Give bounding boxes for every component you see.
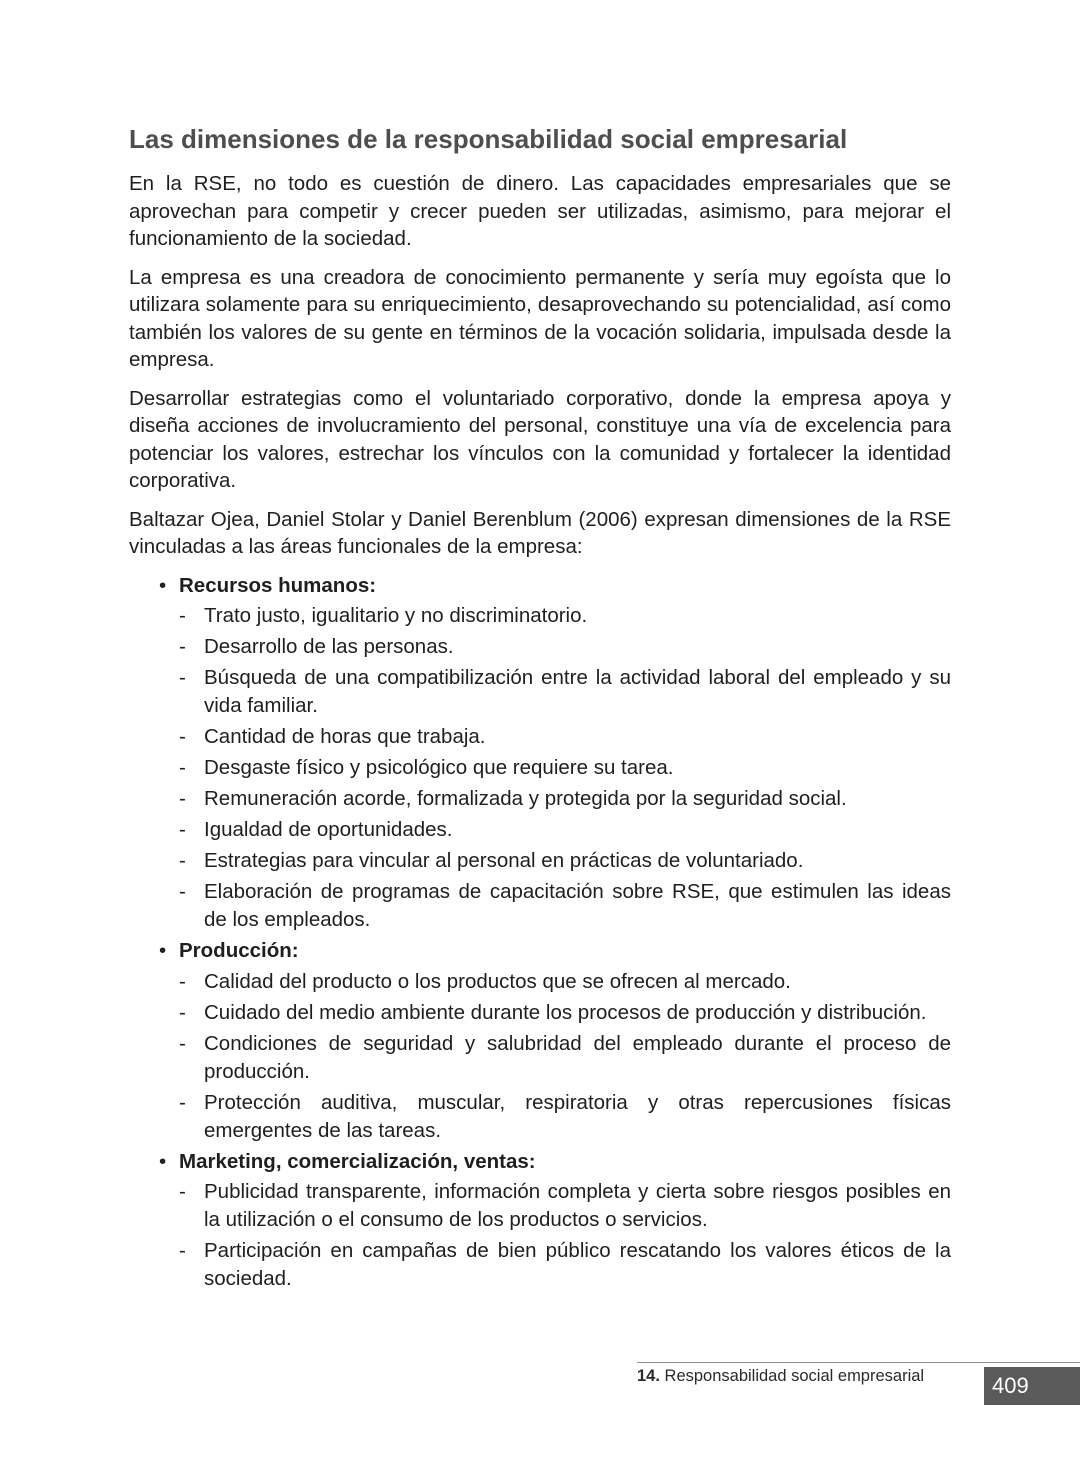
paragraph: La empresa es una creadora de conocimiento permanente y sería muy egoísta que lo utilizara solamente para su enriquecimiento, desaprovechando su potencialidad, así como también los valores de su gente en términos de la vocación solidaria, impulsada desde la empresa. bbox=[129, 265, 951, 371]
list-item: - Búsqueda de una compatibilización entre la actividad laboral del empleado y su vida familiar. bbox=[179, 666, 951, 717]
chapter-title: Responsabilidad social empresarial bbox=[664, 1367, 925, 1385]
list-item: - Igualdad de oportunidades. bbox=[159, 816, 951, 844]
footer-divider bbox=[637, 1362, 1080, 1363]
dash-icon: - bbox=[179, 1180, 186, 1203]
list-item: - Estrategias para vincular al personal en prácticas de voluntariado. bbox=[159, 847, 951, 875]
dash-icon: - bbox=[179, 787, 186, 810]
paragraph: En la RSE, no todo es cuestión de dinero. Las capacidades empresariales que se aprovechan para competir y crecer pueden ser utilizadas, asimismo, para mejorar el funcionamiento de la sociedad. bbox=[129, 172, 951, 250]
dash-icon: - bbox=[179, 849, 186, 872]
dash-icon: - bbox=[179, 725, 186, 748]
list-item: - Cantidad de horas que trabaja. bbox=[159, 723, 951, 751]
dash-icon: - bbox=[179, 1239, 186, 1262]
dash-icon: - bbox=[179, 604, 186, 627]
dash-icon: - bbox=[179, 666, 186, 689]
list-item: - Protección auditiva, muscular, respiratoria y otras repercusiones físicas emergentes de las tareas. bbox=[179, 1090, 951, 1142]
section-heading: Las dimensiones de la responsabilidad social empresarial bbox=[129, 124, 848, 154]
page-number: 409 bbox=[984, 1367, 1080, 1405]
page-content bbox=[129, 120, 951, 1296]
paragraph: Desarrollar estrategias como el voluntariado corporativo, donde la empresa apoya y diseña acciones de involucramiento del personal, constituye una vía de excelencia para potenciar los valores, estrechar los vínculos con la comunidad y fortalecer la identidad corporativa. bbox=[129, 386, 951, 492]
section-title: Producción: bbox=[179, 939, 299, 962]
list-item: - Elaboración de programas de capacitación sobre RSE, que estimulen las ideas de los empleados. bbox=[179, 880, 951, 931]
dash-icon: - bbox=[179, 1000, 186, 1024]
section-marketing bbox=[159, 1148, 951, 1294]
dash-icon: - bbox=[179, 880, 186, 903]
list-item: - Desarrollo de las personas. bbox=[159, 633, 951, 661]
bullet-icon: • bbox=[159, 939, 167, 962]
section-title: Marketing, comercialización, ventas: bbox=[179, 1149, 536, 1173]
section-recursos-humanos bbox=[159, 572, 951, 935]
list-item: - Publicidad transparente, información completa y cierta sobre riesgos posibles en la utilización o el consumo de los productos o servicios. bbox=[179, 1180, 951, 1231]
dash-icon: - bbox=[179, 818, 186, 841]
running-footer bbox=[637, 1365, 949, 1387]
list-item: - Desgaste físico y psicológico que requiere su tarea. bbox=[159, 754, 951, 782]
dash-icon: - bbox=[179, 756, 186, 779]
paragraph: Baltazar Ojea, Daniel Stolar y Daniel Berenblum (2006) expresan dimensiones de la RSE vinculadas a las áreas funcionales de la empresa: bbox=[129, 507, 951, 558]
bullet-icon: • bbox=[159, 573, 167, 597]
dash-icon: - bbox=[179, 969, 186, 993]
section-title: Recursos humanos: bbox=[179, 573, 377, 597]
list-item: - Calidad del producto o los productos que se ofrecen al mercado. bbox=[159, 968, 951, 996]
list-item: - Condiciones de seguridad y salubridad del empleado durante el proceso de producción. bbox=[179, 1031, 951, 1083]
list-item: - Cuidado del medio ambiente durante los procesos de producción y distribución. bbox=[159, 999, 951, 1027]
list-item: - Trato justo, igualitario y no discriminatorio. bbox=[159, 602, 951, 630]
dash-icon: - bbox=[179, 635, 186, 658]
dash-icon: - bbox=[179, 1031, 186, 1055]
section-produccion bbox=[159, 937, 951, 1145]
list-item: - Participación en campañas de bien público rescatando los valores éticos de la sociedad. bbox=[179, 1239, 951, 1290]
bullet-icon: • bbox=[159, 1149, 167, 1173]
list-item: - Remuneración acorde, formalizada y protegida por la seguridad social. bbox=[159, 785, 951, 813]
dash-icon: - bbox=[179, 1090, 186, 1114]
chapter-number: 14. bbox=[637, 1367, 660, 1385]
